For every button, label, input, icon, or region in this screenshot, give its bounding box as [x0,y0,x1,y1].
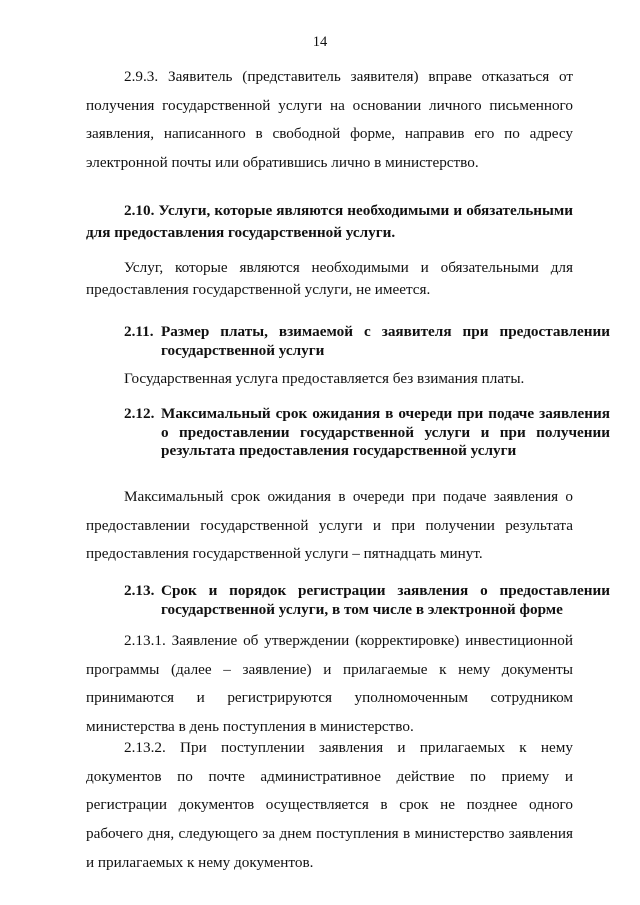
heading-2-12 [124,405,610,461]
page-number: 14 [312,34,328,50]
paragraph-2-12: Максимальный срок ожидания в очереди при подаче заявления о предоставлении государственной услуги и при получении результата предоставления государственной услуги – пятнадцать минут. [86,488,573,563]
heading-2-12-number: 2.12. [124,405,155,422]
heading-2-10: 2.10. Услуги, которые являются необходимыми и обязательными для предоставления государственной услуги. [86,202,573,241]
paragraph-2-10: Услуг, которые являются необходимыми и обязательными для предоставления государственной услуги, не имеется. [86,259,573,298]
paragraph-2-11: Государственная услуга предоставляется без взимания платы. [124,370,525,387]
heading-2-11 [124,323,610,360]
heading-2-11-text: Размер платы, взимаемой с заявителя при предоставлении государственной услуги [161,323,610,359]
paragraph-2-13-1: 2.13.1. Заявление об утверждении (корректировке) инвестиционной программы (далее – заявление) и прилагаемые к нему документы принимаются и регистрируются уполномоченным сотрудником министерства в день поступления в министерство. [86,632,573,736]
heading-2-13 [124,582,610,619]
heading-2-13-number: 2.13. [124,582,155,599]
heading-2-12-text: Максимальный срок ожидания в очереди при подаче заявления о предоставлении государственной услуги и при получении результата предоставления государственной услуги [161,405,610,459]
heading-2-13-text: Срок и порядок регистрации заявления о предоставлении государственной услуги, в том числе в электронной форме [161,582,610,618]
paragraph-2-9-3: 2.9.3. Заявитель (представитель заявителя) вправе отказаться от получения государственной услуги на основании личного письменного заявления, написанного в свободной форме, направив его по адресу электронной почты или обратившись лично в министерство. [86,68,573,172]
paragraph-2-13-2: 2.13.2. При поступлении заявления и прилагаемых к нему документов по почте административное действие по приему и регистрации документов осуществляется в срок не позднее одного рабочего дня, следующего за днем поступления в министерство заявления и прилагаемых к нему документов. [86,739,573,871]
heading-2-11-number: 2.11. [124,323,154,340]
